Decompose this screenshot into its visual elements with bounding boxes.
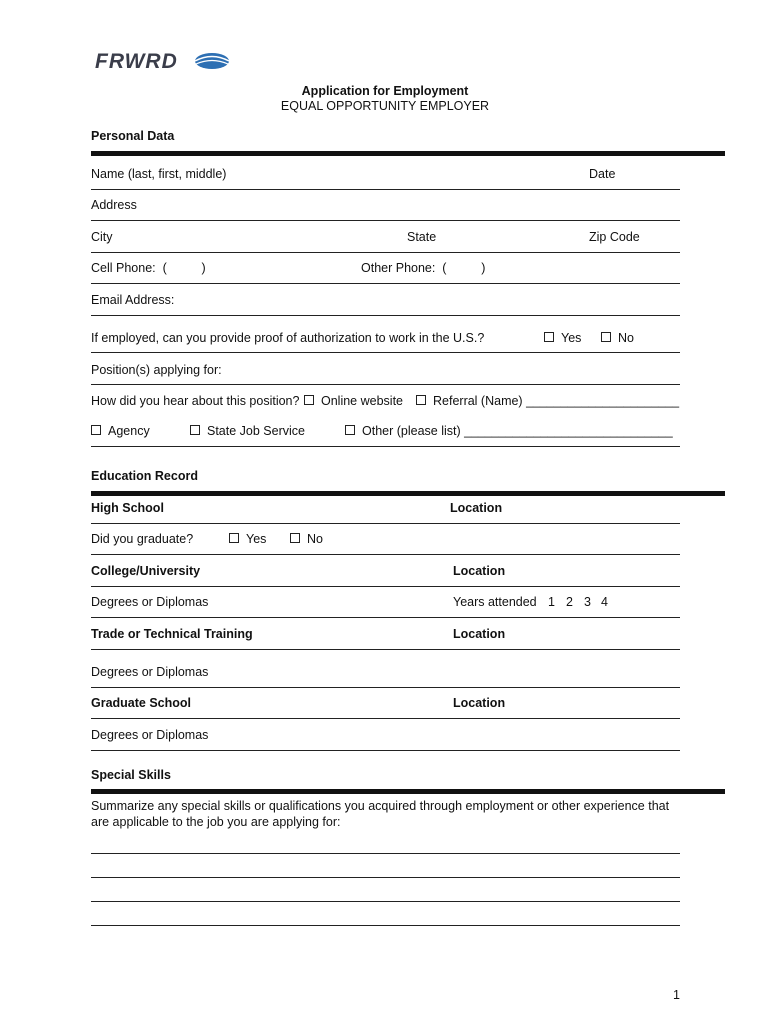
trade-degrees-label: Degrees or Diplomas — [91, 665, 209, 679]
other-source-label: Other (please list) ______________________________ — [362, 424, 673, 438]
section-divider — [91, 151, 725, 156]
checkbox-icon[interactable] — [544, 332, 554, 342]
online-website-label: Online website — [321, 394, 403, 408]
email-field[interactable] — [91, 315, 680, 316]
checkbox-icon[interactable] — [416, 395, 426, 405]
skills-answer-line[interactable] — [91, 853, 680, 854]
online-website-option[interactable] — [304, 394, 403, 408]
form-subtitle: EQUAL OPPORTUNITY EMPLOYER — [280, 99, 490, 113]
section-divider — [91, 491, 725, 496]
graduate-school-label: Graduate School — [91, 696, 192, 710]
state-label: State — [407, 230, 437, 244]
graduate-degrees-label: Degrees or Diplomas — [91, 728, 209, 742]
skills-instructions-line1: Summarize any special skills or qualifications you acquired through employment or other experience that — [91, 799, 670, 813]
checkbox-icon[interactable] — [290, 533, 300, 543]
trade-training-label: Trade or Technical Training — [91, 627, 253, 641]
company-logo — [95, 48, 235, 77]
skills-answer-line[interactable] — [91, 925, 680, 926]
high-school-location-label: Location — [450, 501, 503, 515]
name-field[interactable] — [91, 189, 680, 190]
year-option-4[interactable]: 4 — [601, 595, 608, 609]
logo-graphic — [95, 48, 235, 74]
year-option-1[interactable]: 1 — [548, 595, 555, 609]
logo-text: FRWRD — [95, 50, 178, 73]
graduate-divider — [91, 554, 680, 555]
checkbox-icon[interactable] — [304, 395, 314, 405]
college-location-label: Location — [453, 564, 506, 578]
checkbox-icon[interactable] — [601, 332, 611, 342]
skills-instructions-line2: are applicable to the job you are applying for: — [91, 815, 341, 829]
graduate-school-location-label: Location — [453, 696, 506, 710]
state-job-service-label: State Job Service — [207, 424, 305, 438]
high-school-field[interactable] — [91, 523, 680, 524]
referral-label: Referral (Name) ______________________ — [433, 394, 680, 408]
college-label: College/University — [91, 564, 201, 578]
positions-label: Position(s) applying for: — [91, 363, 222, 377]
graduate-degrees-field[interactable] — [91, 750, 680, 751]
year-option-3[interactable]: 3 — [584, 595, 591, 609]
graduate-question: Did you graduate? — [91, 532, 194, 546]
college-degrees-field[interactable] — [91, 617, 680, 618]
high-school-label: High School — [91, 501, 164, 515]
auth-yes-option[interactable] — [544, 331, 581, 345]
city-state-zip-field[interactable] — [91, 252, 680, 253]
name-label: Name (last, first, middle) — [91, 167, 227, 181]
cell-phone-label: Cell Phone: ( ) — [91, 261, 206, 275]
address-field[interactable] — [91, 220, 680, 221]
auth-divider — [91, 352, 680, 353]
referral-option[interactable] — [416, 394, 679, 408]
skills-answer-line[interactable] — [91, 901, 680, 902]
special-skills-heading: Special Skills — [91, 768, 171, 782]
checkbox-icon[interactable] — [190, 425, 200, 435]
graduate-yes-option[interactable] — [229, 532, 266, 546]
phone-field[interactable] — [91, 283, 680, 284]
city-label: City — [91, 230, 113, 244]
education-heading: Education Record — [91, 469, 198, 483]
section-divider — [91, 789, 725, 794]
trade-location-label: Location — [453, 627, 506, 641]
auth-no-label: No — [618, 331, 634, 345]
checkbox-icon[interactable] — [229, 533, 239, 543]
trade-degrees-field[interactable] — [91, 687, 680, 688]
agency-label: Agency — [108, 424, 150, 438]
college-degrees-label: Degrees or Diplomas — [91, 595, 209, 609]
graduate-no-option[interactable] — [290, 532, 323, 546]
state-job-service-option[interactable] — [190, 424, 305, 438]
personal-data-heading: Personal Data — [91, 129, 175, 143]
checkbox-icon[interactable] — [91, 425, 101, 435]
skills-answer-line[interactable] — [91, 877, 680, 878]
graduate-yes-label: Yes — [246, 532, 267, 546]
auth-yes-label: Yes — [561, 331, 582, 345]
zip-label: Zip Code — [589, 230, 640, 244]
hear-about-divider — [91, 446, 680, 447]
hear-about-question: How did you hear about this position? — [91, 394, 300, 408]
auth-no-option[interactable] — [601, 331, 634, 345]
form-title: Application for Employment — [301, 84, 469, 98]
year-option-2[interactable]: 2 — [566, 595, 573, 609]
trade-training-field[interactable] — [91, 649, 680, 650]
work-authorization-question: If employed, can you provide proof of authorization to work in the U.S.? — [91, 331, 485, 345]
checkbox-icon[interactable] — [345, 425, 355, 435]
graduate-no-label: No — [307, 532, 323, 546]
college-field[interactable] — [91, 586, 680, 587]
date-label: Date — [589, 167, 616, 181]
agency-option[interactable] — [91, 424, 150, 438]
other-source-option[interactable] — [345, 424, 673, 438]
graduate-school-field[interactable] — [91, 718, 680, 719]
years-attended-label: Years attended — [453, 595, 537, 609]
email-label: Email Address: — [91, 293, 175, 307]
other-phone-label: Other Phone: ( ) — [361, 261, 486, 275]
positions-field[interactable] — [91, 384, 680, 385]
page-number: 1 — [673, 988, 680, 1002]
address-label: Address — [91, 198, 137, 212]
